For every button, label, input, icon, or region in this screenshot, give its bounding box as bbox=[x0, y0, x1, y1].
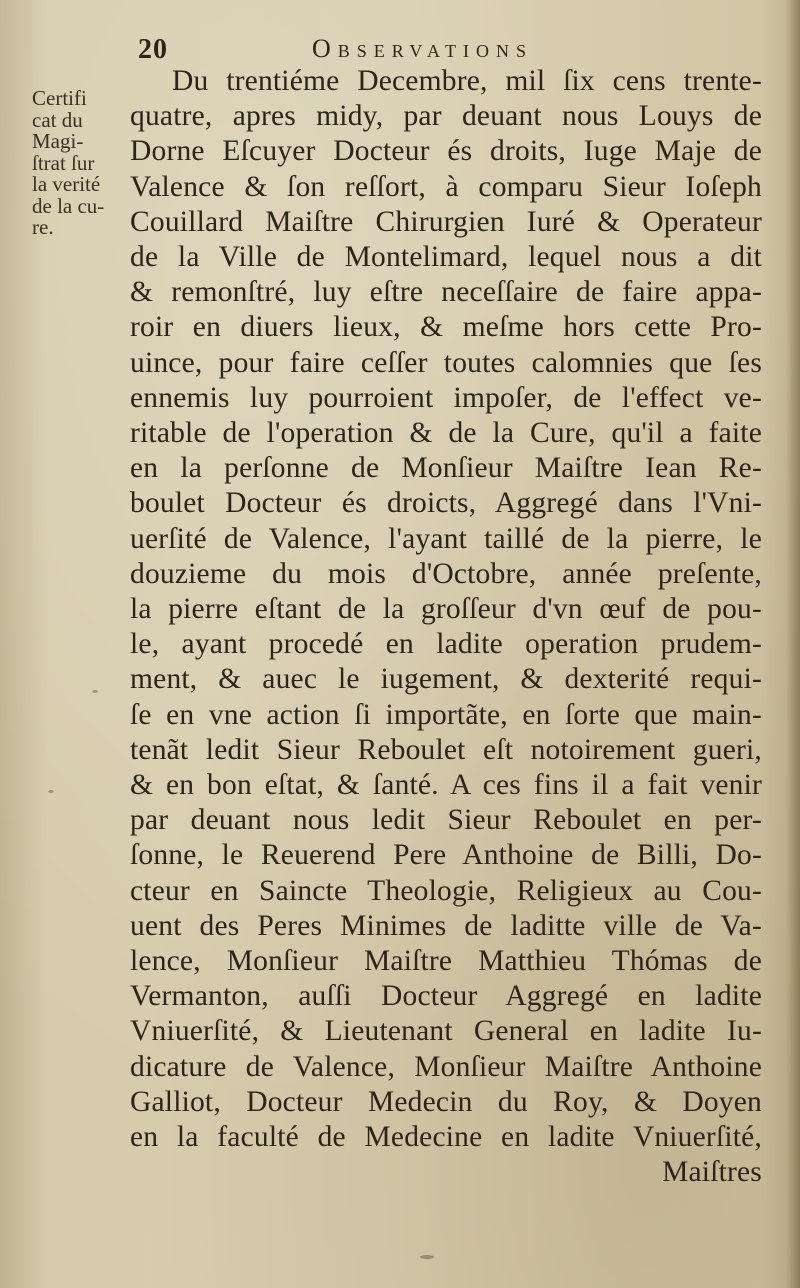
page-number: 20 bbox=[138, 34, 168, 65]
body-text bbox=[130, 64, 762, 1191]
text-line: Du trentiéme Decembre, mil ſix cens trente- bbox=[172, 65, 762, 97]
text-line: lence, Monſieur Maiſtre Matthieu Thómas de bbox=[130, 945, 762, 978]
ink-speck bbox=[92, 690, 98, 693]
margin-note-line: la verité bbox=[32, 172, 101, 196]
text-line: Valence & ſon reſſort, à comparu Sieur Ioſeph bbox=[130, 170, 762, 203]
text-line: en la perſonne de Monſieur Maiſtre Iean Re- bbox=[130, 452, 762, 485]
text-line: Dorne Eſcuyer Docteur és droits, Iuge Maje de bbox=[130, 135, 762, 168]
text-line: dicature de Valence, Monſieur Maiſtre Anthoine bbox=[130, 1050, 762, 1083]
margin-note-line: Certifi bbox=[32, 86, 87, 110]
text-line: ment, & auec le iugement, & dexterité requi- bbox=[130, 663, 762, 696]
text-line: uince, pour faire ceſſer toutes calomnies que ſes bbox=[130, 346, 762, 379]
text-line: le, ayant procedé en ladite operation prudem- bbox=[130, 628, 762, 661]
text-line: Vniuerſité, & Lieutenant General en ladite Iu- bbox=[130, 1015, 762, 1048]
running-title: Observations bbox=[312, 34, 534, 63]
text-line: Galliot, Docteur Medecin du Roy, & Doyen bbox=[130, 1085, 762, 1118]
text-line: boulet Docteur és droicts, Aggregé dans l'Vni- bbox=[130, 487, 762, 520]
text-line: quatre, apres midy, par deuant nous Louys de bbox=[130, 100, 762, 133]
catchword: Maiſtres bbox=[662, 1156, 762, 1189]
margin-note-line: Magi- bbox=[32, 129, 84, 153]
margin-note-line: cat du bbox=[32, 107, 83, 132]
text-line: uent des Peres Minimes de laditte ville de Va- bbox=[130, 909, 762, 942]
text-line: uerſité de Valence, l'ayant taillé de la pierre, le bbox=[130, 522, 762, 555]
text-line: Vermanton, auſſi Docteur Aggregé en ladite bbox=[130, 980, 762, 1013]
text-line: par deuant nous ledit Sieur Reboulet en per- bbox=[130, 804, 762, 837]
ink-speck bbox=[420, 1255, 434, 1259]
text-line: la pierre eſtant de la groſſeur d'vn œuf de pou- bbox=[130, 593, 762, 626]
text-line: douzieme du mois d'Octobre, année preſente, bbox=[130, 557, 762, 590]
text-line: & en bon eſtat, & ſanté. A ces fins il a fait venir bbox=[130, 769, 762, 802]
text-line: & remonſtré, luy eſtre neceſſaire de faire appa- bbox=[130, 276, 762, 309]
text-line: Couillard Maiſtre Chirurgien Iuré & Operateur bbox=[130, 205, 762, 238]
text-line: cteur en Saincte Theologie, Religieux au Cou- bbox=[130, 874, 762, 907]
text-line: de la Ville de Montelimard, lequel nous a dit bbox=[130, 241, 762, 274]
margin-note bbox=[32, 88, 130, 239]
text-line: ritable de l'operation & de la Cure, qu'il a faite bbox=[130, 417, 762, 450]
text-line: roir en diuers lieux, & meſme hors cette Pro- bbox=[130, 311, 762, 344]
text-line: en la faculté de Medecine en ladite Vniuerſité, bbox=[130, 1121, 762, 1154]
margin-note-line: de la cu- bbox=[32, 193, 105, 218]
margin-note-line: re. bbox=[32, 215, 54, 239]
text-line: ennemis luy pourroient impoſer, de l'effect ve- bbox=[130, 381, 762, 414]
text-line: tenãt ledit Sieur Reboulet eſt notoirement gueri, bbox=[130, 733, 762, 766]
text-line: ſe en vne action ſi importãte, en ſorte que main- bbox=[130, 698, 762, 731]
page-edge-shadow bbox=[786, 0, 800, 1288]
ink-speck bbox=[48, 790, 54, 793]
text-line: ſonne, le Reuerend Pere Anthoine de Billi, Do- bbox=[130, 839, 762, 872]
margin-note-line: ſtrat ſur bbox=[32, 150, 95, 175]
